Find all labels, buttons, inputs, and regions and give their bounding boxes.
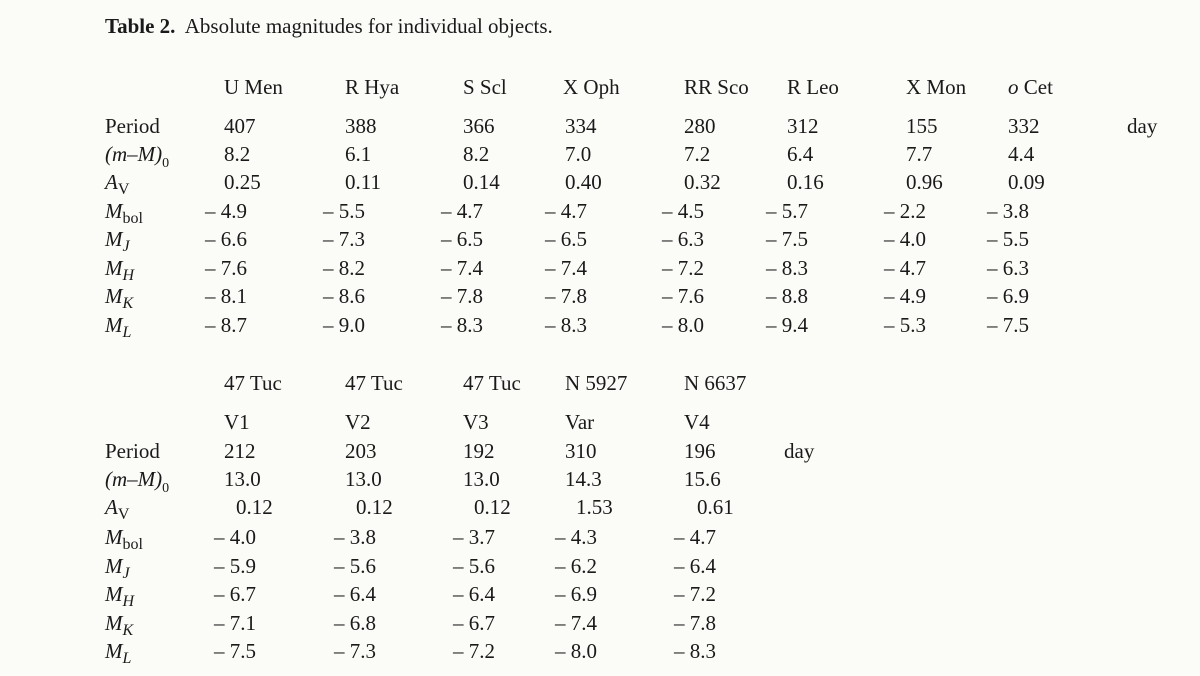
table2-cell: – 5.9 — [214, 554, 256, 578]
table2-header: 47 Tuc — [224, 371, 282, 395]
table2-cell: – 6.4 — [334, 582, 376, 606]
table1-cell: 280 — [684, 114, 716, 138]
table1-cell: 0.09 — [1008, 170, 1045, 194]
table2-cell: – 7.4 — [555, 611, 597, 635]
table1-cell: – 6.9 — [987, 284, 1029, 308]
table1-cell: – 8.1 — [205, 284, 247, 308]
table2-cell: – 8.3 — [674, 639, 716, 663]
table2-cell: 13.0 — [463, 467, 500, 491]
row-label-mM0: $(m-M)_0$ — [105, 467, 170, 496]
table2-subheader: V3 — [463, 410, 489, 434]
row-label-Av: $A_V$ — [105, 170, 130, 198]
table2-header: N 6637 — [684, 371, 747, 395]
table2-cell: 0.61 — [697, 495, 734, 519]
table1-cell: – 7.5 — [766, 227, 808, 251]
table1-header: X Mon — [906, 75, 967, 99]
table2-cell: – 6.4 — [674, 554, 716, 578]
row-label-MJ: $M_J$ — [105, 554, 130, 582]
table1-cell: – 4.7 — [884, 256, 926, 280]
table1-cell: 366 — [463, 114, 495, 138]
row-label-MH: $M_H$ — [105, 256, 135, 284]
table1-cell: – 7.6 — [205, 256, 247, 280]
table1-cell: – 6.5 — [441, 227, 483, 251]
table2-header: 47 Tuc — [463, 371, 521, 395]
table2-cell: – 5.6 — [334, 554, 376, 578]
table1-cell: – 7.2 — [662, 256, 704, 280]
caption-text: Absolute magnitudes for individual objects. — [184, 14, 553, 38]
table1-header: U Men — [224, 75, 283, 99]
table1-cell: – 8.0 — [662, 313, 704, 337]
table2-cell: 1.53 — [576, 495, 613, 519]
table2-cell: – 4.0 — [214, 525, 256, 549]
table1-cell: – 4.7 — [545, 199, 587, 223]
table1-cell: – 7.4 — [545, 256, 587, 280]
table1-cell: – 7.5 — [987, 313, 1029, 337]
table2-cell: – 8.0 — [555, 639, 597, 663]
table2-cell: – 6.4 — [453, 582, 495, 606]
table2-subheader: V1 — [224, 410, 250, 434]
table1-cell: 0.32 — [684, 170, 721, 194]
table1-cell: – 8.7 — [205, 313, 247, 337]
table2-cell: 0.12 — [236, 495, 273, 519]
table2-cell: 0.12 — [356, 495, 393, 519]
table2-cell: – 7.5 — [214, 639, 256, 663]
table1-cell: 0.96 — [906, 170, 943, 194]
caption-label: Table 2. — [105, 14, 176, 38]
table1-cell: 332 — [1008, 114, 1040, 138]
table2-cell: – 6.8 — [334, 611, 376, 635]
table1-cell: 312 — [787, 114, 819, 138]
table2-subheader: V2 — [345, 410, 371, 434]
table2-cell: – 6.9 — [555, 582, 597, 606]
table1-cell: – 3.8 — [987, 199, 1029, 223]
table2-cell: 14.3 — [565, 467, 602, 491]
table1-header: R Leo — [787, 75, 839, 99]
table2-cell: 13.0 — [224, 467, 261, 491]
table2-cell: 212 — [224, 439, 256, 463]
table1-header: RR Sco — [684, 75, 749, 99]
table1-cell: 407 — [224, 114, 256, 138]
table1-cell: – 9.0 — [323, 313, 365, 337]
table1-cell: 7.7 — [906, 142, 933, 166]
table1-cell: – 5.5 — [987, 227, 1029, 251]
table2-cell: – 6.2 — [555, 554, 597, 578]
table1-cell: – 6.3 — [662, 227, 704, 251]
table1-cell: – 5.7 — [766, 199, 808, 223]
table1-cell: 0.11 — [345, 170, 381, 194]
table1-header: R Hya — [345, 75, 400, 99]
row-label-MK: $M_K$ — [105, 611, 134, 639]
table1-cell: 8.2 — [224, 142, 251, 166]
table2-subheader: V4 — [684, 410, 710, 434]
table2-cell: – 6.7 — [214, 582, 256, 606]
table1-header: X Oph — [563, 75, 620, 99]
table2-cell: 13.0 — [345, 467, 382, 491]
table1-cell: – 7.8 — [441, 284, 483, 308]
table1-cell: – 5.3 — [884, 313, 926, 337]
row-label-period: Period — [105, 114, 160, 138]
row-label-MK: $M_K$ — [105, 284, 134, 312]
table1-cell: – 6.3 — [987, 256, 1029, 280]
table2-subheader: Var — [565, 410, 595, 434]
table1-cell: – 6.6 — [205, 227, 247, 251]
table1-cell: – 8.3 — [441, 313, 483, 337]
table1-cell: – 4.0 — [884, 227, 926, 251]
table2-cell: – 7.2 — [453, 639, 495, 663]
table1-cell: 7.2 — [684, 142, 711, 166]
table1-cell: 0.40 — [565, 170, 602, 194]
table1-cell: 0.16 — [787, 170, 824, 194]
table1-cell: – 7.6 — [662, 284, 704, 308]
row-label-mM0: $(m-M)_0$ — [105, 142, 170, 171]
table1-cell: – 7.3 — [323, 227, 365, 251]
table1-cell: 0.14 — [463, 170, 500, 194]
table2-cell: – 7.8 — [674, 611, 716, 635]
table1-cell: 334 — [565, 114, 597, 138]
table2-cell: 192 — [463, 439, 495, 463]
table2-cell: – 7.1 — [214, 611, 256, 635]
table1-cell: – 8.6 — [323, 284, 365, 308]
table2-cell: – 3.8 — [334, 525, 376, 549]
table1-cell: – 7.8 — [545, 284, 587, 308]
table2-cell: – 4.7 — [674, 525, 716, 549]
table2-cell: – 7.3 — [334, 639, 376, 663]
table2-cell: 0.12 — [474, 495, 511, 519]
table2-cell: 310 — [565, 439, 597, 463]
table2-cell: – 7.2 — [674, 582, 716, 606]
table1-cell: 0.25 — [224, 170, 261, 194]
row-label-MH: $M_H$ — [105, 582, 135, 610]
table1-header: S Scl — [463, 75, 507, 99]
table1-cell: – 9.4 — [766, 313, 808, 337]
table1-cell: – 2.2 — [884, 199, 926, 223]
row-label-ML: $M_L$ — [105, 313, 132, 341]
table2-cell: 15.6 — [684, 467, 721, 491]
row-label-MJ: $M_J$ — [105, 227, 130, 255]
row-label-ML: $M_L$ — [105, 639, 132, 667]
table1-cell: 8.2 — [463, 142, 490, 166]
table1-unit: day — [1127, 114, 1158, 138]
table1-header: o Cet — [1008, 75, 1053, 99]
table2-unit: day — [784, 439, 815, 463]
row-label-Mbol: $M_{bol}$ — [105, 199, 143, 227]
table2-cell: – 6.7 — [453, 611, 495, 635]
table2-cell: 196 — [684, 439, 716, 463]
table1-cell: 388 — [345, 114, 377, 138]
table1-cell: 6.1 — [345, 142, 372, 166]
table1-cell: 155 — [906, 114, 938, 138]
table1-cell: – 8.8 — [766, 284, 808, 308]
table2-cell: – 5.6 — [453, 554, 495, 578]
table2-cell: – 3.7 — [453, 525, 495, 549]
table1-cell: – 4.9 — [205, 199, 247, 223]
table1-cell: – 6.5 — [545, 227, 587, 251]
row-label-Mbol: $M_{bol}$ — [105, 525, 143, 553]
table2-cell: – 4.3 — [555, 525, 597, 549]
table1-cell: – 7.4 — [441, 256, 483, 280]
table1-cell: – 4.9 — [884, 284, 926, 308]
table1-cell: – 5.5 — [323, 199, 365, 223]
table1-cell: – 8.3 — [766, 256, 808, 280]
table1-cell: – 4.5 — [662, 199, 704, 223]
table2-header: N 5927 — [565, 371, 628, 395]
row-label-Av: $A_V$ — [105, 495, 130, 523]
table1-cell: 6.4 — [787, 142, 814, 166]
table2-header: 47 Tuc — [345, 371, 403, 395]
table1-cell: – 8.2 — [323, 256, 365, 280]
table1-cell: 7.0 — [565, 142, 592, 166]
row-label-period: Period — [105, 439, 160, 463]
table1-cell: – 4.7 — [441, 199, 483, 223]
table1-cell: 4.4 — [1008, 142, 1035, 166]
table1-cell: – 8.3 — [545, 313, 587, 337]
table2-cell: 203 — [345, 439, 377, 463]
